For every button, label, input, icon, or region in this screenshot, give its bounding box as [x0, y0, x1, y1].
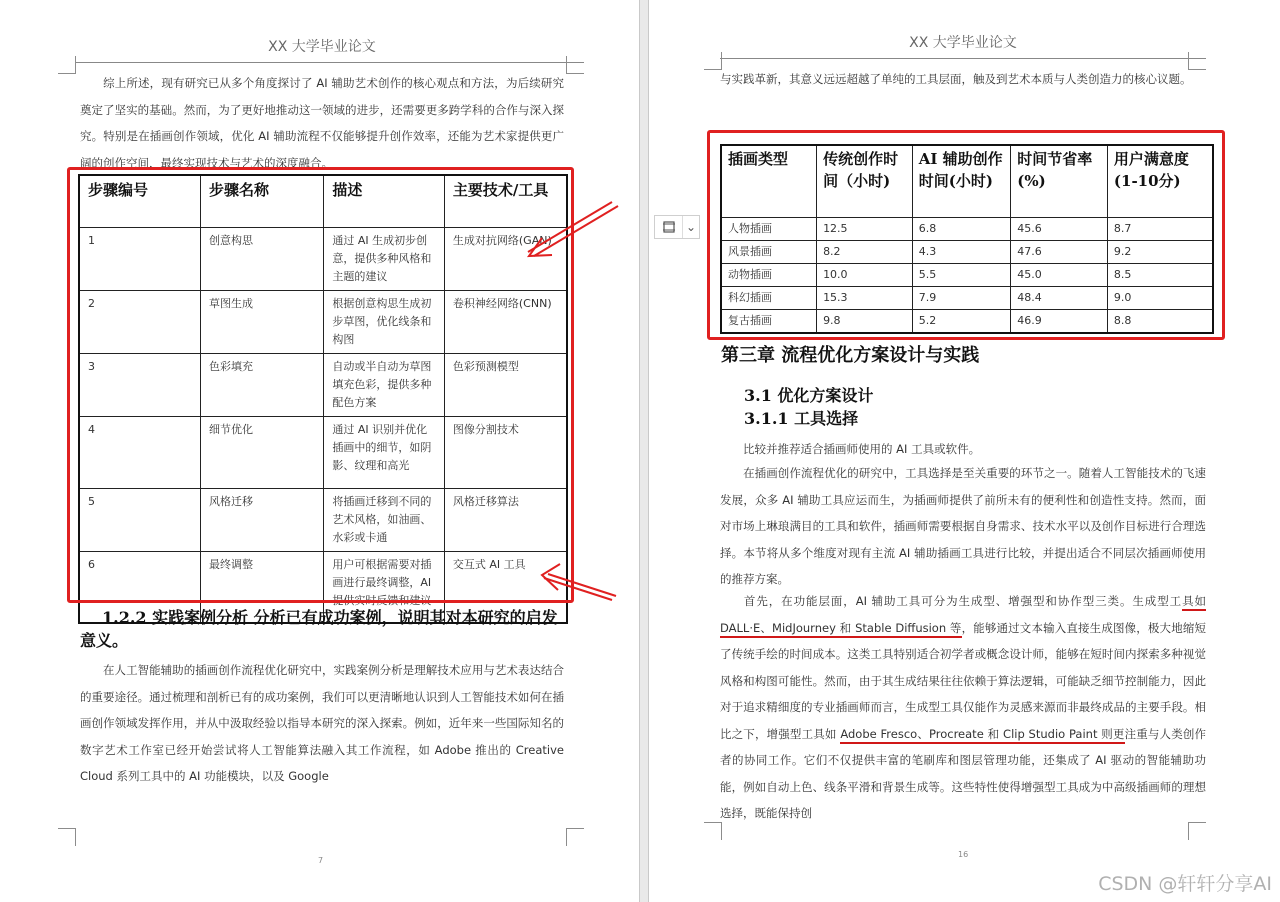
table-cell: 6 — [79, 551, 200, 623]
table-cell: 草图生成 — [200, 290, 323, 353]
table-header-time-saving: 时间节省率(%) — [1011, 145, 1108, 217]
right-page-header: XX 大学毕业论文 — [909, 35, 1017, 51]
table-cell: 复古插画 — [721, 309, 817, 333]
table-cell: 15.3 — [817, 286, 913, 309]
chapter-heading: 第三章 流程优化方案设计与实践 — [721, 345, 980, 366]
table-cell: 12.5 — [817, 217, 913, 240]
left-page-number: 7 — [318, 856, 324, 865]
table-cell: 9.2 — [1107, 240, 1213, 263]
table-cell: 1 — [79, 227, 200, 290]
table-cell: 风景插画 — [721, 240, 817, 263]
table-cell: 生成对抗网络(GAN) — [444, 227, 567, 290]
table-cell: 动物插画 — [721, 263, 817, 286]
table-highlight-box — [707, 130, 1225, 340]
right-page-number: 16 — [958, 850, 969, 859]
section-heading-3-1: 3.1 优化方案设计 — [744, 386, 874, 405]
table-cell: 图像分割技术 — [444, 416, 567, 488]
table-cell: 通过 AI 生成初步创意，提供多种风格和主题的建议 — [324, 227, 445, 290]
table-cell: 8.8 — [1107, 309, 1213, 333]
table-cell: 5.2 — [912, 309, 1011, 333]
table-cell: 9.8 — [817, 309, 913, 333]
left-bottom-right-corner-mark — [566, 828, 584, 846]
table-cell: 8.2 — [817, 240, 913, 263]
table-header-description: 描述 — [324, 175, 445, 227]
table-cell: 45.0 — [1011, 263, 1108, 286]
right-bottom-left-corner-mark — [704, 822, 722, 840]
top-paragraph: 与实践革新，其意义远远超越了单纯的工具层面，触及到艺术本质与人类创造力的核心议题。 — [720, 72, 1192, 86]
chevron-down-icon[interactable]: ⌄ — [685, 220, 697, 234]
table-header-step-number: 步骤编号 — [79, 175, 200, 227]
table-cell: 最终调整 — [200, 551, 323, 623]
section-heading-1-2-2: 1.2.2 实践案例分析 分析已有成功案例，说明其对本研究的启发意义。 — [80, 608, 558, 650]
table-cell: 47.6 — [1011, 240, 1108, 263]
left-top-left-corner-mark — [58, 56, 76, 74]
table-cell: 7.9 — [912, 286, 1011, 309]
table-cell: 6.8 — [912, 217, 1011, 240]
right-page — [648, 0, 1280, 902]
table-cell: 交互式 AI 工具 — [444, 551, 567, 623]
right-page-edge — [648, 0, 649, 902]
table-header-technology: 主要技术/工具 — [444, 175, 567, 227]
table-cell: 5.5 — [912, 263, 1011, 286]
table-cell: 45.6 — [1011, 217, 1108, 240]
insert-box-icon[interactable] — [655, 216, 683, 238]
table-cell: 风格迁移 — [200, 488, 323, 551]
table-cell: 9.0 — [1107, 286, 1213, 309]
table-cell: 卷积神经网络(CNN) — [444, 290, 567, 353]
right-bottom-right-corner-mark — [1188, 822, 1206, 840]
table-cell: 48.4 — [1011, 286, 1108, 309]
left-header-rule — [76, 62, 584, 63]
table-cell: 细节优化 — [200, 416, 323, 488]
right-header-rule — [720, 58, 1206, 59]
subsection-heading-3-1-1: 3.1.1 工具选择 — [744, 409, 859, 428]
insert-toolbar[interactable] — [654, 215, 700, 239]
tool-intro-paragraph: 比较并推荐适合插画师使用的 AI 工具或软件。 — [743, 442, 981, 456]
table-cell: 将插画迁移到不同的艺术风格，如油画、水彩或卡通 — [324, 488, 445, 551]
table-cell: 人物插画 — [721, 217, 817, 240]
table-cell: 色彩填充 — [200, 353, 323, 416]
tool-selection-paragraph: 在插画创作流程优化的研究中，工具选择是至关重要的环节之一。随着人工智能技术的飞速发展，众多 AI 辅助工具应运而生，为插画师提供了前所未有的便利性和创造性支持。然而，面对市场上琳琅满目的工具和软件，插画师需要根据自身需求、技术水平以及创作目标进行合理选择。本节将从多个维度对现有主流 AI 辅助插画工具进行比较，并提出适合不同层次插画师使用的推荐方案。 — [720, 466, 1206, 586]
intro-paragraph: 综上所述，现有研究已从多个角度探讨了 AI 辅助艺术创作的核心观点和方法，为后续研究奠定了坚实的基础。然而，为了更好地推动这一领域的进步，还需要更多跨学科的合作与深入探究。特别是在插画创作领域，优化 AI 辅助流程不仅能够提升创作效率，还能为艺术家提供更广阔的创作空间，最终实现技术与艺术的深度融合。 — [80, 76, 564, 170]
table-cell: 根据创意构思生成初步草图，优化线条和构图 — [324, 290, 445, 353]
adobe-fresco-underline: Adobe Fresco、 — [840, 727, 929, 744]
table-header-ai-time: AI 辅助创作时间(小时) — [912, 145, 1011, 217]
table-cell: 46.9 — [1011, 309, 1108, 333]
table-cell: 10.0 — [817, 263, 913, 286]
table-cell: 创意构思 — [200, 227, 323, 290]
table-cell: 4.3 — [912, 240, 1011, 263]
table-cell: 3 — [79, 353, 200, 416]
annotation-arrows — [520, 200, 630, 610]
table-highlight-box — [67, 167, 574, 603]
table-cell: 通过 AI 识别并优化插画中的细节，如阴影、纹理和高光 — [324, 416, 445, 488]
table-cell: 科幻插画 — [721, 286, 817, 309]
lower-arrow-icon — [542, 564, 616, 600]
left-bottom-left-corner-mark — [58, 828, 76, 846]
table-cell: 用户可根据需要对插画进行最终调整，AI 提供实时反馈和建议 — [324, 551, 445, 623]
table-header-traditional-time: 传统创作时间（小时) — [817, 145, 913, 217]
table-cell: 5 — [79, 488, 200, 551]
table-cell: 4 — [79, 416, 200, 488]
table-cell: 2 — [79, 290, 200, 353]
table-header-step-name: 步骤名称 — [200, 175, 323, 227]
generative-tools-underline: 具如 DALL·E、MidJourney 和 Stable Diffusion 等 — [720, 594, 1206, 638]
table-cell: 风格迁移算法 — [444, 488, 567, 551]
left-top-right-corner-mark — [566, 56, 584, 74]
watermark: CSDN @轩轩分享AI — [1098, 873, 1272, 895]
table-header-satisfaction: 用户满意度 (1-10分) — [1107, 145, 1213, 217]
procreate-underline: Procreate 和 Clip Studio Paint 则更 — [929, 727, 1125, 744]
table-header-illustration-type: 插画类型 — [721, 145, 817, 217]
left-page-edge — [639, 0, 640, 902]
left-page-header: XX 大学毕业论文 — [268, 39, 376, 55]
table-cell: 自动或半自动为草图填充色彩，提供多种配色方案 — [324, 353, 445, 416]
tool-types-paragraph: 首先，在功能层面，AI 辅助工具可分为生成型、增强型和协作型三类。生成型工具如 DALL·E、MidJourney 和 Stable Diffusion 等，能够通过文本输入直接生成图像，极大地缩短了传统手绘的时间成本。这类工具特别适合初学者或概念设计师，能够在短时间内探索多种视觉风格和构图可能性。然而，由于其生成结果往往依赖于算法逻辑，可能缺乏细节控制能力，因此对于追求精细度的专业插画师而言，生成型工具仅能作为灵感来源而非最终成品的主要手段。相比之下，增强型工具如 Adobe Fresco、Procreate 和 Clip Studio Paint 则更注重与人类创作者的协同工作。它们不仅提供丰富的笔刷库和图层管理功能，还集成了 AI 驱动的智能辅助功能，例如自动上色、线条平滑和背景生成等。这些特性使得增强型工具成为中高级插画师的理想选择，既能保持创 — [720, 594, 1206, 820]
table-cell: 8.5 — [1107, 263, 1213, 286]
upper-arrow-icon — [528, 202, 618, 256]
table-cell: 色彩预测模型 — [444, 353, 567, 416]
table-cell: 8.7 — [1107, 217, 1213, 240]
case-analysis-paragraph: 在人工智能辅助的插画创作流程优化研究中，实践案例分析是理解技术应用与艺术表达结合的重要途径。通过梳理和剖析已有的成功案例，我们可以更清晰地认识到人工智能技术如何在插画创作领域发挥作用，并从中汲取经验以指导本研究的深入探索。例如，近年来一些国际知名的数字艺术工作室已经开始尝试将人工智能算法融入其工作流程，如 Adobe 推出的 Creative Cloud 系列工具中的 AI 功能模块，以及 Google — [80, 663, 564, 783]
